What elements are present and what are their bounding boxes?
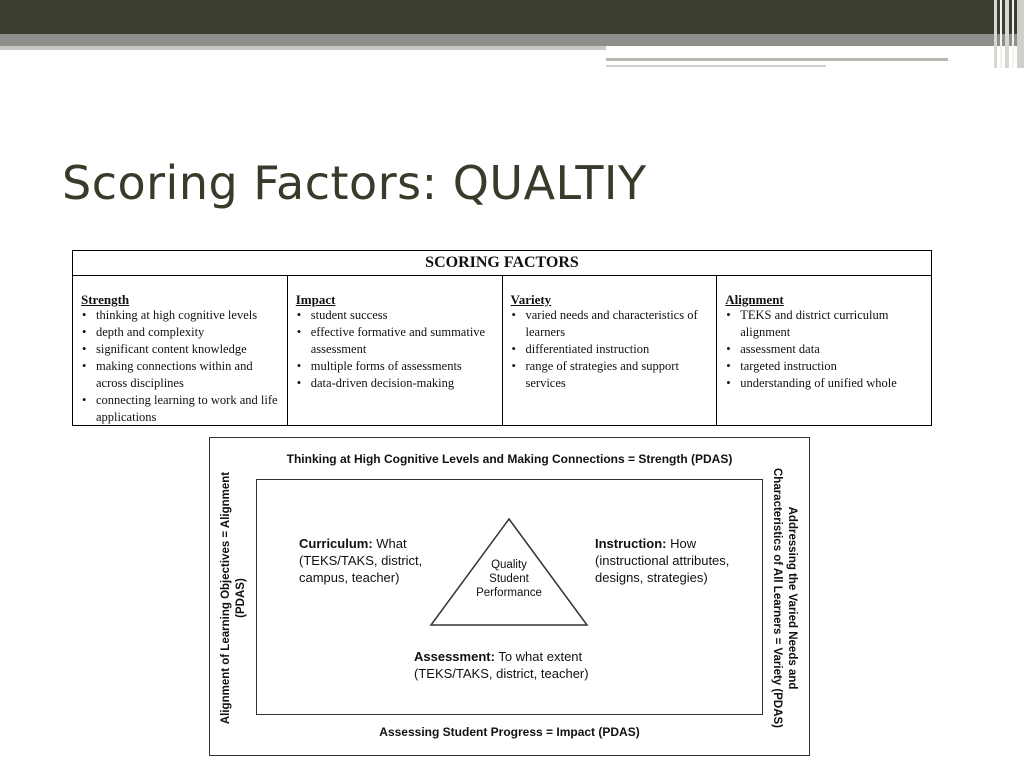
column-title: Impact <box>295 292 336 307</box>
slide-title: Scoring Factors: QUALTIY <box>62 156 647 210</box>
list-item: • thinking at high cognitive levels <box>81 307 287 324</box>
scoring-factors-table <box>72 250 932 426</box>
instruction-block <box>595 535 760 586</box>
list-item: • data-driven decision-making <box>296 375 502 392</box>
column-list <box>296 307 502 392</box>
scoring-factors-header: SCORING FACTORS <box>73 251 931 276</box>
triangle-label-line: Quality <box>491 559 527 571</box>
list-item: • targeted instruction <box>725 358 931 375</box>
curriculum-block <box>299 535 449 586</box>
curriculum-label: Curriculum: <box>299 536 373 551</box>
vertical-stripes-decoration <box>994 0 1024 68</box>
triangle-label-line: Student <box>489 573 529 585</box>
quality-diagram <box>209 437 810 756</box>
top-banner-bar <box>0 0 1024 34</box>
diagram-left-label-line: (PDAS) <box>235 578 247 618</box>
column-list <box>81 307 287 426</box>
triangle-label <box>454 558 564 600</box>
accent-line-short <box>606 65 826 67</box>
curriculum-text: What (TEKS/TAKS, district, campus, teacher) <box>299 536 423 585</box>
column-title: Strength <box>81 292 130 307</box>
list-item: • effective formative and summative assessment <box>296 324 502 358</box>
column-title: Alignment <box>725 292 784 307</box>
list-item: • assessment data <box>725 341 931 358</box>
list-item: • making connections within and across disciplines <box>81 358 287 392</box>
diagram-left-label <box>219 448 249 748</box>
diagram-right-label <box>769 448 799 748</box>
column-title: Variety <box>510 292 552 307</box>
scoring-factors-columns <box>73 276 931 425</box>
list-item: • significant content knowledge <box>81 341 287 358</box>
diagram-right-label-line: Characteristics of All Learners = Variety (PDAS) <box>771 467 783 729</box>
list-item: • connecting learning to work and life applications <box>81 392 287 426</box>
top-banner-subbar <box>0 34 1024 46</box>
instruction-label: Instruction: <box>595 536 667 551</box>
list-item: • varied needs and characteristics of learners <box>511 307 717 341</box>
list-item: • TEKS and district curriculum alignment <box>725 307 931 341</box>
list-item: • student success <box>296 307 502 324</box>
diagram-right-label-line: Addressing the Varied Needs and <box>786 506 798 690</box>
diagram-bottom-label: Assessing Student Progress = Impact (PDAS) <box>379 725 640 739</box>
diagram-inner-box <box>256 479 763 715</box>
assessment-text: To what extent (TEKS/TAKS, district, teacher) <box>414 649 589 681</box>
list-item: • understanding of unified whole <box>725 375 931 392</box>
list-item: • range of strategies and support services <box>511 358 717 392</box>
instruction-text: How (instructional attributes, designs, strategies) <box>595 536 730 585</box>
list-item: • multiple forms of assessments <box>296 358 502 375</box>
diagram-top-label: Thinking at High Cognitive Levels and Making Connections = Strength (PDAS) <box>286 452 733 466</box>
column-alignment <box>717 276 931 425</box>
column-variety <box>503 276 718 425</box>
column-impact <box>288 276 503 425</box>
column-strength <box>73 276 288 425</box>
assessment-label: Assessment: <box>414 649 495 664</box>
list-item: • differentiated instruction <box>511 341 717 358</box>
column-list <box>511 307 717 392</box>
assessment-block <box>414 648 634 682</box>
accent-line <box>606 58 948 61</box>
triangle-label-line: Performance <box>476 587 542 599</box>
column-list <box>725 307 931 392</box>
diagram-left-label-line: Alignment of Learning Objectives = Alignment <box>220 471 232 725</box>
list-item: • depth and complexity <box>81 324 287 341</box>
